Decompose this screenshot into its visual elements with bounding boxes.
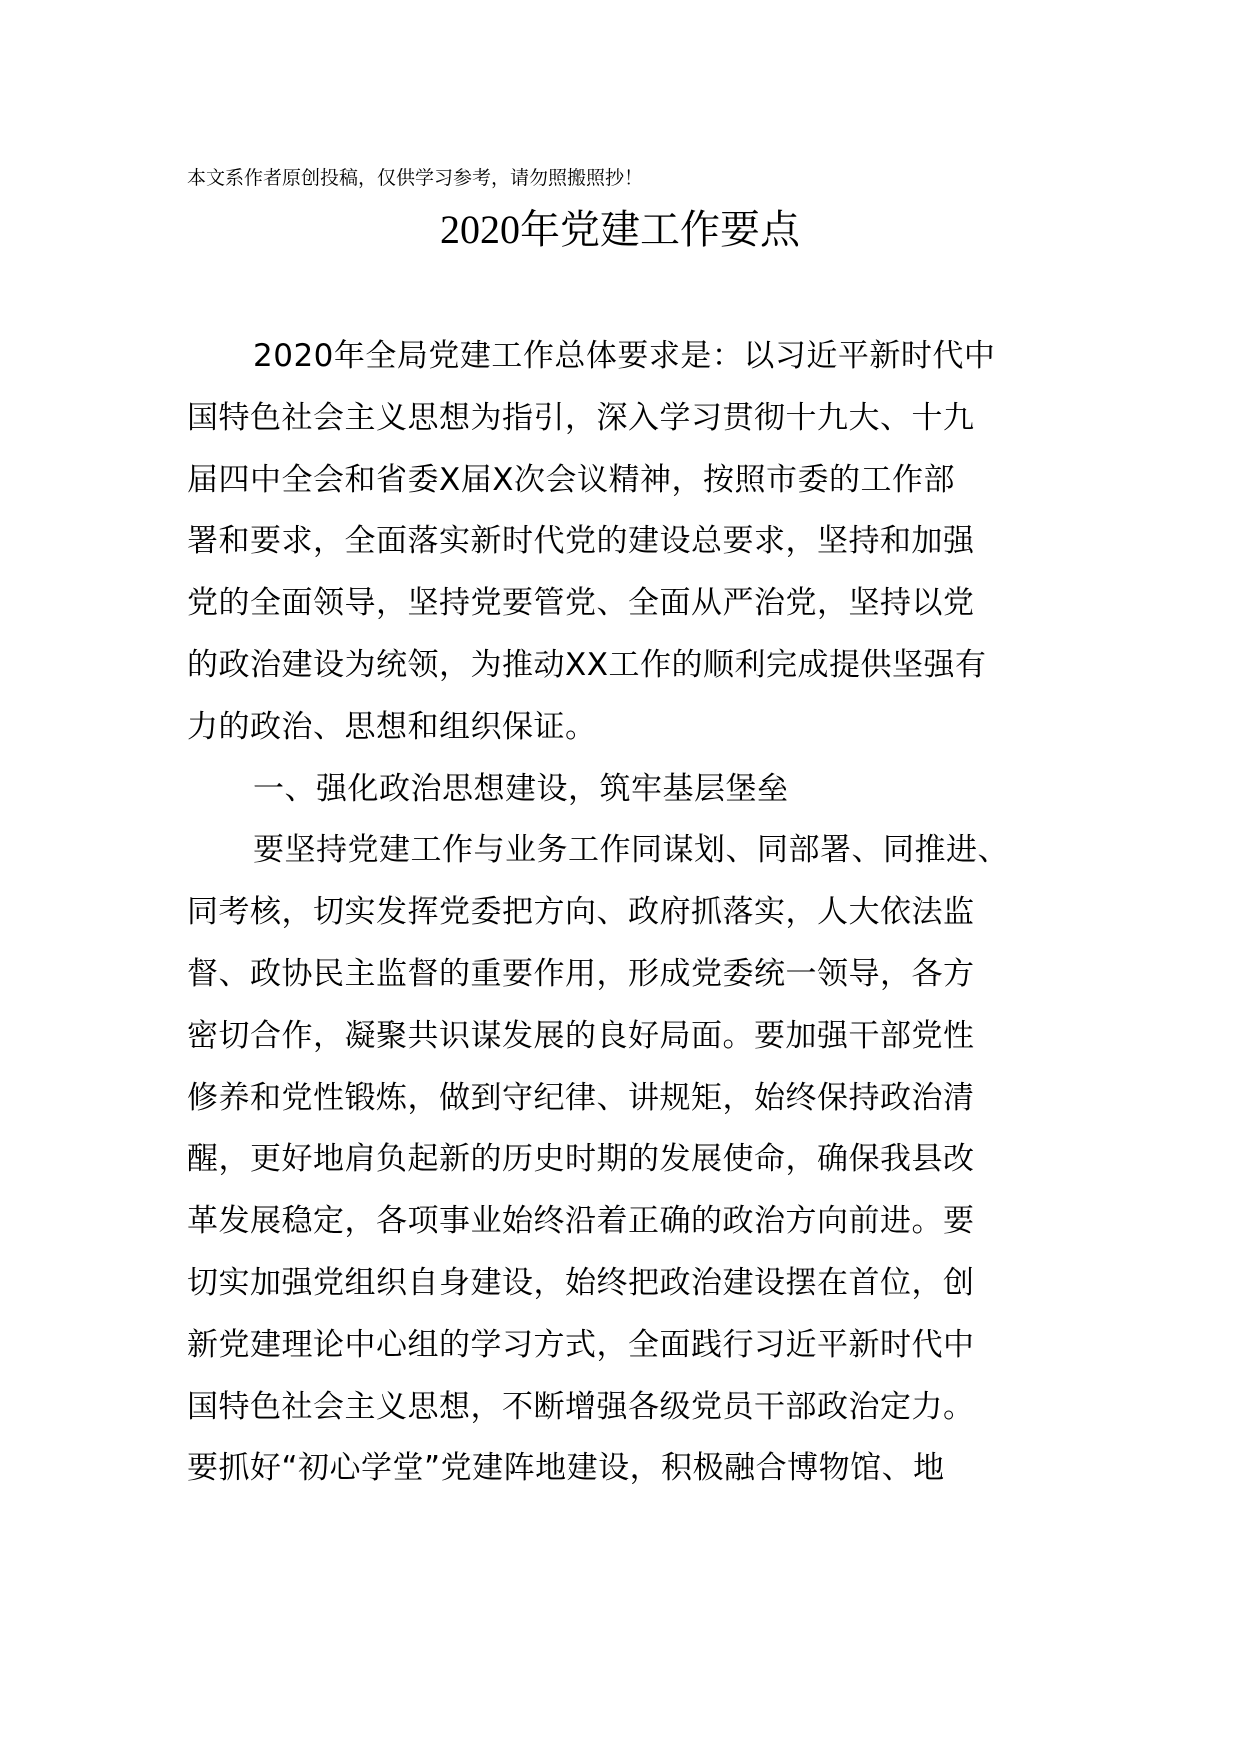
paragraph-line: 督、政协民主监督的重要作用，形成党委统一领导，各方 bbox=[187, 955, 975, 992]
paragraph-line: 党的全面领导，坚持党要管党、全面从严治党，坚持以党 bbox=[187, 585, 975, 622]
paragraph-line: 署和要求，全面落实新时代党的建设总要求，坚持和加强 bbox=[187, 523, 975, 560]
paragraph-line: 届四中全会和省委X届X次会议精神，按照市委的工作部 bbox=[187, 461, 955, 498]
paragraph-line: 修养和党性锻炼，做到守纪律、讲规矩，始终保持政治清 bbox=[187, 1079, 975, 1116]
paragraph-line: 国特色社会主义思想为指引，深入学习贯彻十九大、十九 bbox=[187, 399, 975, 436]
paragraph-line: 要坚持党建工作与业务工作同谋划、同部署、同推进、 bbox=[253, 832, 1009, 869]
paragraph-line: 切实加强党组织自身建设，始终把政治建设摆在首位，创 bbox=[187, 1264, 975, 1301]
paragraph-line: 新党建理论中心组的学习方式，全面践行习近平新时代中 bbox=[187, 1326, 975, 1363]
paragraph-line: 的政治建设为统领，为推动XX工作的顺利完成提供坚强有 bbox=[187, 646, 987, 683]
section-heading: 一、强化政治思想建设，筑牢基层堡垒 bbox=[253, 770, 789, 807]
paragraph-line: 2020年全局党建工作总体要求是：以习近平新时代中 bbox=[253, 338, 996, 374]
document-body bbox=[187, 334, 1057, 1508]
paragraph-line: 同考核，切实发挥党委把方向、政府抓落实，人大依法监 bbox=[187, 894, 975, 931]
document-title: 2020年党建工作要点 bbox=[440, 207, 800, 252]
paragraph-line: 力的政治、思想和组织保证。 bbox=[187, 708, 597, 745]
paragraph-line: 要抓好“初心学堂”党建阵地建设，积极融合博物馆、地 bbox=[187, 1450, 945, 1487]
paragraph-line: 革发展稳定，各项事业始终沿着正确的政治方向前进。要 bbox=[187, 1203, 975, 1240]
copyright-notice: 本文系作者原创投稿，仅供学习参考，请勿照搬照抄！ bbox=[187, 167, 644, 189]
paragraph-line: 国特色社会主义思想，不断增强各级党员干部政治定力。 bbox=[187, 1388, 975, 1425]
paragraph-line: 醒，更好地肩负起新的历史时期的发展使命，确保我县改 bbox=[187, 1141, 975, 1178]
paragraph-line: 密切合作，凝聚共识谋发展的良好局面。要加强干部党性 bbox=[187, 1017, 975, 1054]
